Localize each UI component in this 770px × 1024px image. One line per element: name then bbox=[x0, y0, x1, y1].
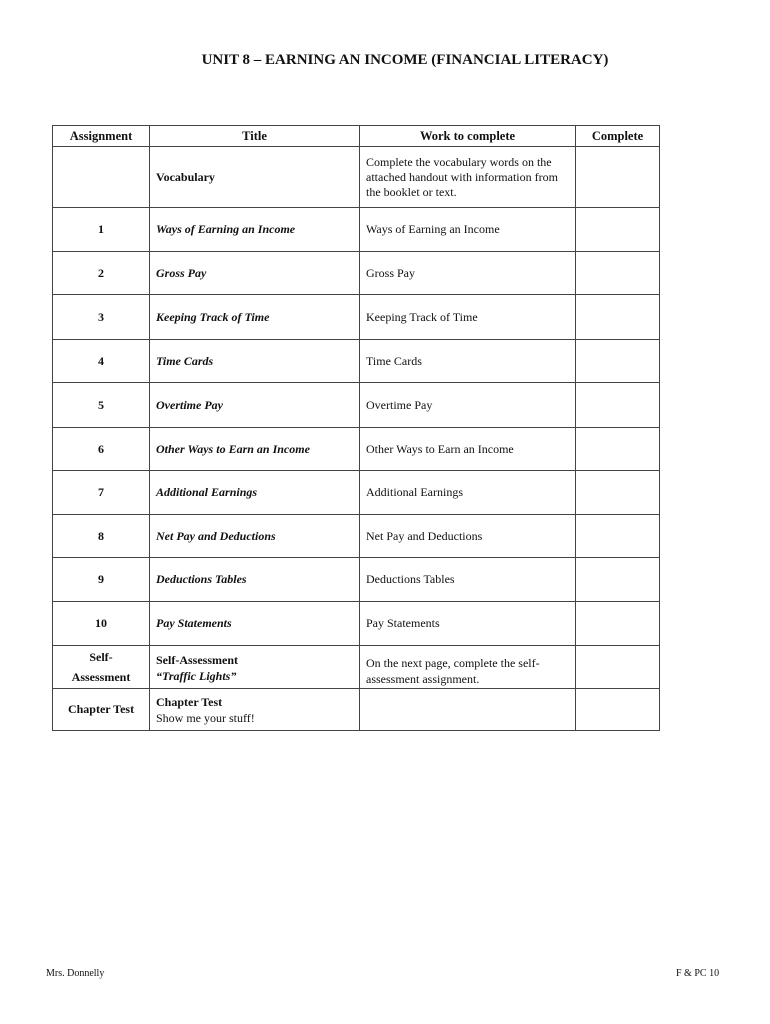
assignment-cell bbox=[53, 646, 150, 689]
complete-cell[interactable] bbox=[576, 340, 660, 383]
complete-cell[interactable] bbox=[576, 689, 660, 731]
work-cell: Gross Pay bbox=[360, 252, 576, 295]
title-cell bbox=[150, 689, 360, 731]
work-cell bbox=[360, 689, 576, 731]
complete-cell[interactable] bbox=[576, 558, 660, 602]
assignment-cell: 2 bbox=[53, 252, 150, 295]
table-row bbox=[53, 689, 660, 731]
assignment-cell bbox=[53, 147, 150, 208]
work-cell: Time Cards bbox=[360, 340, 576, 383]
assignment-line: Assessment bbox=[71, 670, 131, 684]
title-cell: Time Cards bbox=[150, 340, 360, 383]
table-row bbox=[53, 428, 660, 471]
assignment-cell: 7 bbox=[53, 471, 150, 515]
header-work: Work to complete bbox=[360, 126, 576, 147]
title-cell: Keeping Track of Time bbox=[150, 295, 360, 340]
title-cell: Overtime Pay bbox=[150, 383, 360, 428]
assignment-cell: 1 bbox=[53, 208, 150, 252]
title-line: Show me your stuff! bbox=[156, 710, 255, 725]
complete-cell[interactable] bbox=[576, 383, 660, 428]
title-line: Chapter Test bbox=[156, 694, 223, 709]
complete-cell[interactable] bbox=[576, 295, 660, 340]
header-assignment: Assignment bbox=[53, 126, 150, 147]
title-cell: Additional Earnings bbox=[150, 471, 360, 515]
table-row bbox=[53, 471, 660, 515]
assignment-cell: 3 bbox=[53, 295, 150, 340]
title-cell: Pay Statements bbox=[150, 602, 360, 646]
work-cell: Deductions Tables bbox=[360, 558, 576, 602]
table-row bbox=[53, 208, 660, 252]
work-cell: Pay Statements bbox=[360, 602, 576, 646]
table-row bbox=[53, 515, 660, 558]
footer-teacher-name: Mrs. Donnelly bbox=[46, 968, 105, 979]
page-title: UNIT 8 – EARNING AN INCOME (FINANCIAL LITERACY) bbox=[201, 52, 609, 68]
assignment-cell: 9 bbox=[53, 558, 150, 602]
title-line: “Traffic Lights” bbox=[156, 669, 237, 683]
table-row bbox=[53, 383, 660, 428]
complete-cell[interactable] bbox=[576, 428, 660, 471]
complete-cell[interactable] bbox=[576, 515, 660, 558]
table-row bbox=[53, 602, 660, 646]
complete-cell[interactable] bbox=[576, 602, 660, 646]
assignment-cell: 10 bbox=[53, 602, 150, 646]
assignment-cell: 6 bbox=[53, 428, 150, 471]
title-cell: Ways of Earning an Income bbox=[150, 208, 360, 252]
table-row bbox=[53, 252, 660, 295]
table-row bbox=[53, 340, 660, 383]
header-title: Title bbox=[150, 126, 360, 147]
title-cell: Deductions Tables bbox=[150, 558, 360, 602]
table-row bbox=[53, 147, 660, 208]
assignment-cell: 5 bbox=[53, 383, 150, 428]
complete-cell[interactable] bbox=[576, 252, 660, 295]
work-cell: Other Ways to Earn an Income bbox=[360, 428, 576, 471]
table-header-row bbox=[53, 126, 660, 147]
header-complete: Complete bbox=[576, 126, 660, 147]
title-cell: Vocabulary bbox=[150, 147, 360, 208]
title-cell bbox=[150, 646, 360, 689]
table-row bbox=[53, 558, 660, 602]
footer-course-code: F & PC 10 bbox=[676, 968, 720, 979]
work-cell: Ways of Earning an Income bbox=[360, 208, 576, 252]
complete-cell[interactable] bbox=[576, 208, 660, 252]
title-line: Self-Assessment bbox=[156, 653, 238, 667]
assignment-cell: 4 bbox=[53, 340, 150, 383]
complete-cell[interactable] bbox=[576, 646, 660, 689]
assignment-table bbox=[52, 125, 660, 731]
title-cell: Net Pay and Deductions bbox=[150, 515, 360, 558]
work-cell: On the next page, complete the self-assessment assignment. bbox=[360, 646, 576, 689]
complete-cell[interactable] bbox=[576, 147, 660, 208]
title-cell: Gross Pay bbox=[150, 252, 360, 295]
work-cell: Keeping Track of Time bbox=[360, 295, 576, 340]
table-row bbox=[53, 295, 660, 340]
table-row bbox=[53, 646, 660, 689]
work-cell: Additional Earnings bbox=[360, 471, 576, 515]
assignment-cell: 8 bbox=[53, 515, 150, 558]
title-cell: Other Ways to Earn an Income bbox=[150, 428, 360, 471]
work-cell: Net Pay and Deductions bbox=[360, 515, 576, 558]
assignment-cell: Chapter Test bbox=[53, 689, 150, 731]
assignment-line: Self- bbox=[89, 650, 113, 664]
work-cell: Complete the vocabulary words on the attached handout with information from the booklet or text. bbox=[360, 147, 576, 208]
complete-cell[interactable] bbox=[576, 471, 660, 515]
work-cell: Overtime Pay bbox=[360, 383, 576, 428]
